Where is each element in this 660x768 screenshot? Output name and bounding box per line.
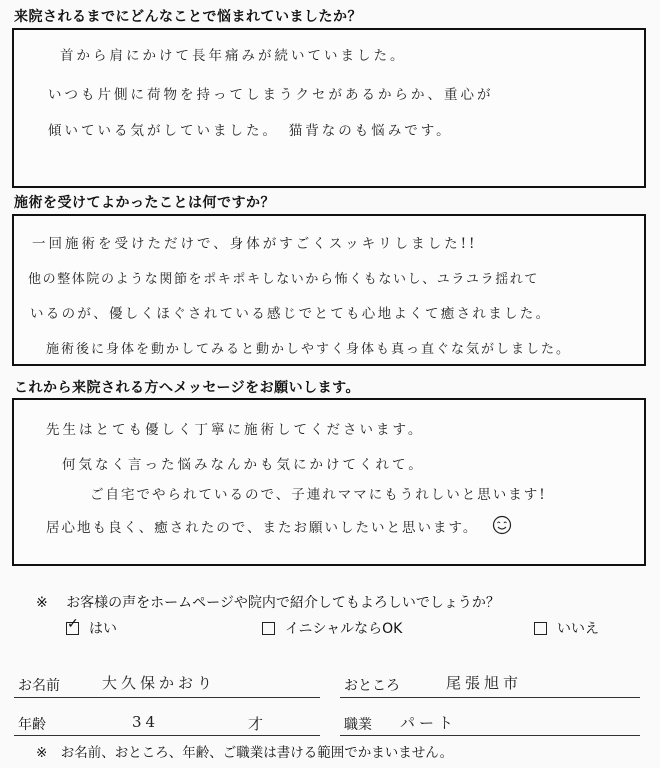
answer-1-line-1: 首から肩にかけて長年痛みが続いていました。 — [60, 48, 407, 64]
age-underline — [14, 735, 320, 736]
answer-1-line-3: 傾いている気がしていました。 猫背なのも悩みです。 — [48, 123, 453, 139]
no-checkbox[interactable] — [534, 622, 547, 635]
address-label: おところ — [344, 678, 400, 694]
age-value[interactable]: 34 — [132, 713, 160, 731]
age-label: 年齢 — [18, 717, 46, 733]
answer-3-line-4: 居心地も良く、癒されたので、またお願いしたいと思います。 — [46, 520, 479, 536]
option-no-label: いいえ — [557, 621, 599, 637]
age-unit: 才 — [248, 715, 268, 733]
job-value[interactable]: パート — [400, 714, 458, 732]
initials-checkbox[interactable] — [262, 622, 275, 635]
checkmark-icon: ✓ — [67, 615, 79, 632]
answer-2-line-2: 他の整体院のような関節をポキポキしないから怖くもないし、ユラユラ揺れて — [28, 272, 540, 287]
answer-3-line-1: 先生はとても優しく丁寧に施術してくださいます。 — [46, 422, 425, 438]
smiley-face-icon — [492, 515, 512, 535]
name-label: お名前 — [18, 678, 60, 694]
question-3: これから来院される方へメッセージをお願いします。 — [14, 380, 361, 396]
answer-2-line-4: 施術後に身体を動かしてみると動かしやすく身体も真っ直ぐな気がしました。 — [46, 342, 572, 357]
question-2: 施術を受けてよかったことは何ですか？ — [14, 195, 275, 211]
yes-checkbox[interactable] — [66, 615, 79, 635]
address-underline — [340, 697, 640, 698]
answer-1-line-2: いつも片側に荷物を持ってしまうクセがあるからか、重心が — [48, 87, 494, 103]
name-value[interactable]: 大久保かおり — [102, 674, 217, 692]
address-value[interactable]: 尾張旭市 — [446, 674, 523, 692]
answer-3-line-3: ご自宅でやられているので、子連れママにもうれしいと思います! — [90, 487, 547, 503]
footnote: ※ お名前、おところ、年齢、ご職業は書ける範囲でかまいません。 — [36, 745, 454, 761]
option-initials[interactable] — [262, 618, 402, 638]
option-initials-label: イニシャルならOK — [285, 621, 403, 637]
answer-2-line-1: 一回施術を受けただけで、身体がすごくスッキリしました!! — [32, 236, 478, 252]
answer-2-line-3: いるのが、優しくほぐされている感じでとても心地よくて癒されました。 — [30, 306, 552, 322]
note-mark: ※ — [36, 595, 48, 611]
consent-question — [36, 592, 500, 612]
question-1: 来院されるまでにどんなことで悩まれていましたか？ — [14, 9, 362, 25]
option-yes[interactable] — [66, 615, 117, 638]
option-yes-label: はい — [89, 621, 117, 637]
job-underline — [340, 735, 640, 736]
name-underline — [14, 697, 320, 698]
job-label: 職業 — [344, 717, 372, 733]
option-no[interactable] — [534, 618, 599, 638]
answer-3-line-2: 何気なく言った悩みなんかも気にかけてくれて。 — [62, 457, 425, 473]
consent-question-text: お客様の声をホームページや院内で紹介してもよろしいでしょうか？ — [66, 595, 500, 611]
